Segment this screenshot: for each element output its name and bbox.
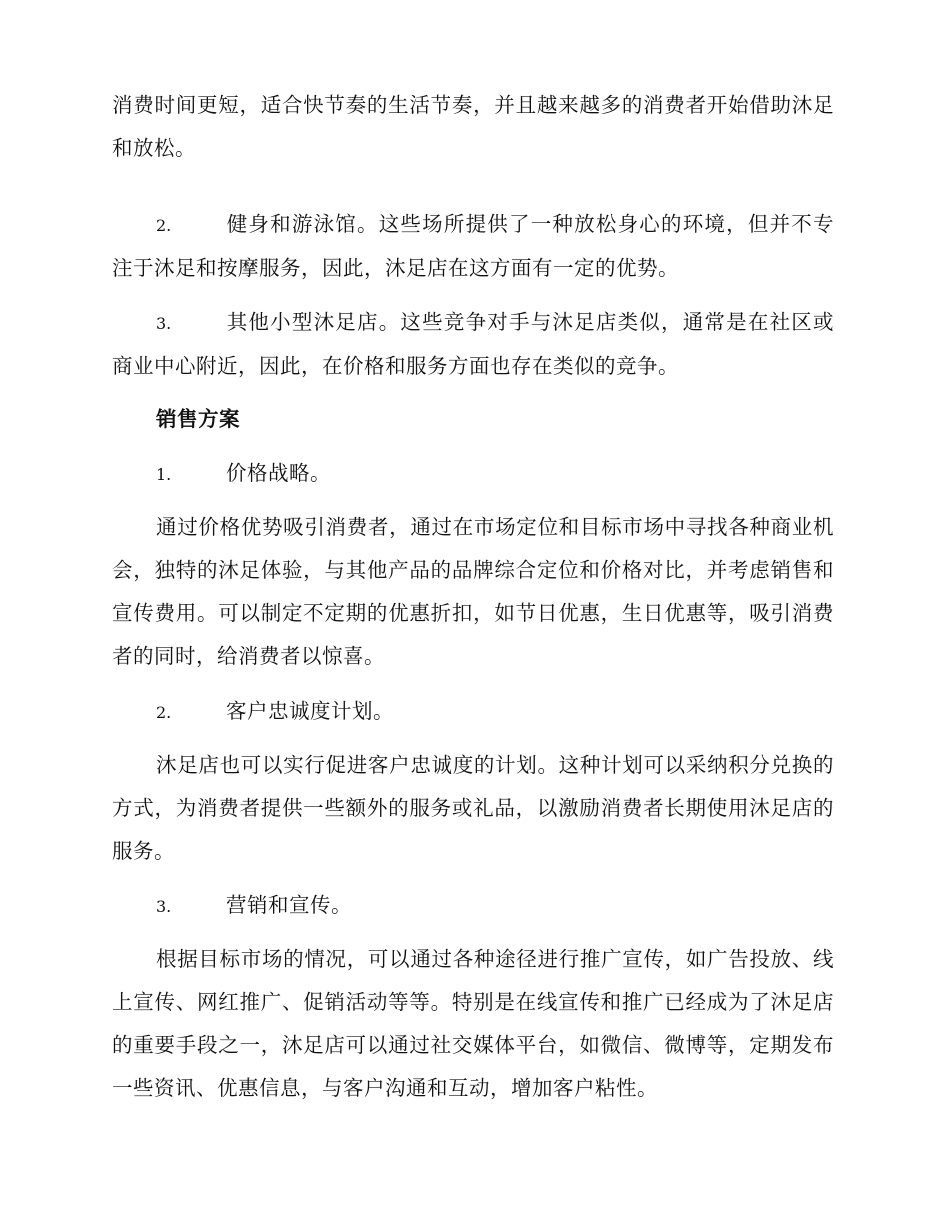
- list-number: 3.: [156, 314, 172, 333]
- list-text: 价格战略。: [226, 461, 331, 485]
- list-text: 健身和游泳馆。这些场所提供了一种放松身心的环境，但并不专注于沐足和按摩服务，因此，沐足店在这方面有一定的优势。: [112, 212, 834, 280]
- strategy-item-3: [112, 884, 834, 928]
- list-number: 2.: [156, 703, 172, 722]
- list-number: 3.: [156, 897, 172, 916]
- list-text: 客户忠诚度计划。: [226, 699, 394, 723]
- section-heading: 销售方案: [156, 407, 240, 431]
- list-text: 其他小型沐足店。这些竞争对手与沐足店类似，通常是在社区或商业中心附近，因此，在价格和服务方面也存在类似的竞争。: [112, 310, 834, 378]
- paragraph-continuation: 消费时间更短，适合快节奏的生活节奏，并且越来越多的消费者开始借助沐足和放松。: [112, 93, 834, 160]
- strategy-item-2: [112, 690, 834, 734]
- strategy-1-body: 通过价格优势吸引消费者，通过在市场定位和目标市场中寻找各种商业机会，独特的沐足体验，与其他产品的品牌综合定位和价格对比，并考虑销售和宣传费用。可以制定不定期的优惠折扣，如节日优惠，生日优惠等，吸引消费者的同时，给消费者以惊喜。: [112, 515, 834, 668]
- competitor-item-3: [112, 301, 834, 388]
- list-number: 2.: [156, 216, 172, 235]
- strategy-2-body: 沐足店也可以实行促进客户忠诚度的计划。这种计划可以采纳积分兑换的方式，为消费者提供一些额外的服务或礼品，以激励消费者长期使用沐足店的服务。: [112, 753, 834, 863]
- strategy-3-body: 根据目标市场的情况，可以通过各种途径进行推广宣传，如广告投放、线上宣传、网红推广、促销活动等等。特别是在线宣传和推广已经成为了沐足店的重要手段之一，沐足店可以通过社交媒体平台，如微信、微博等，定期发布一些资讯、优惠信息，与客户沟通和互动，增加客户粘性。: [112, 947, 834, 1100]
- strategy-item-1: [112, 452, 834, 496]
- list-number: 1.: [156, 465, 172, 484]
- list-text: 营销和宣传。: [226, 893, 352, 917]
- competitor-item-2: [112, 203, 834, 290]
